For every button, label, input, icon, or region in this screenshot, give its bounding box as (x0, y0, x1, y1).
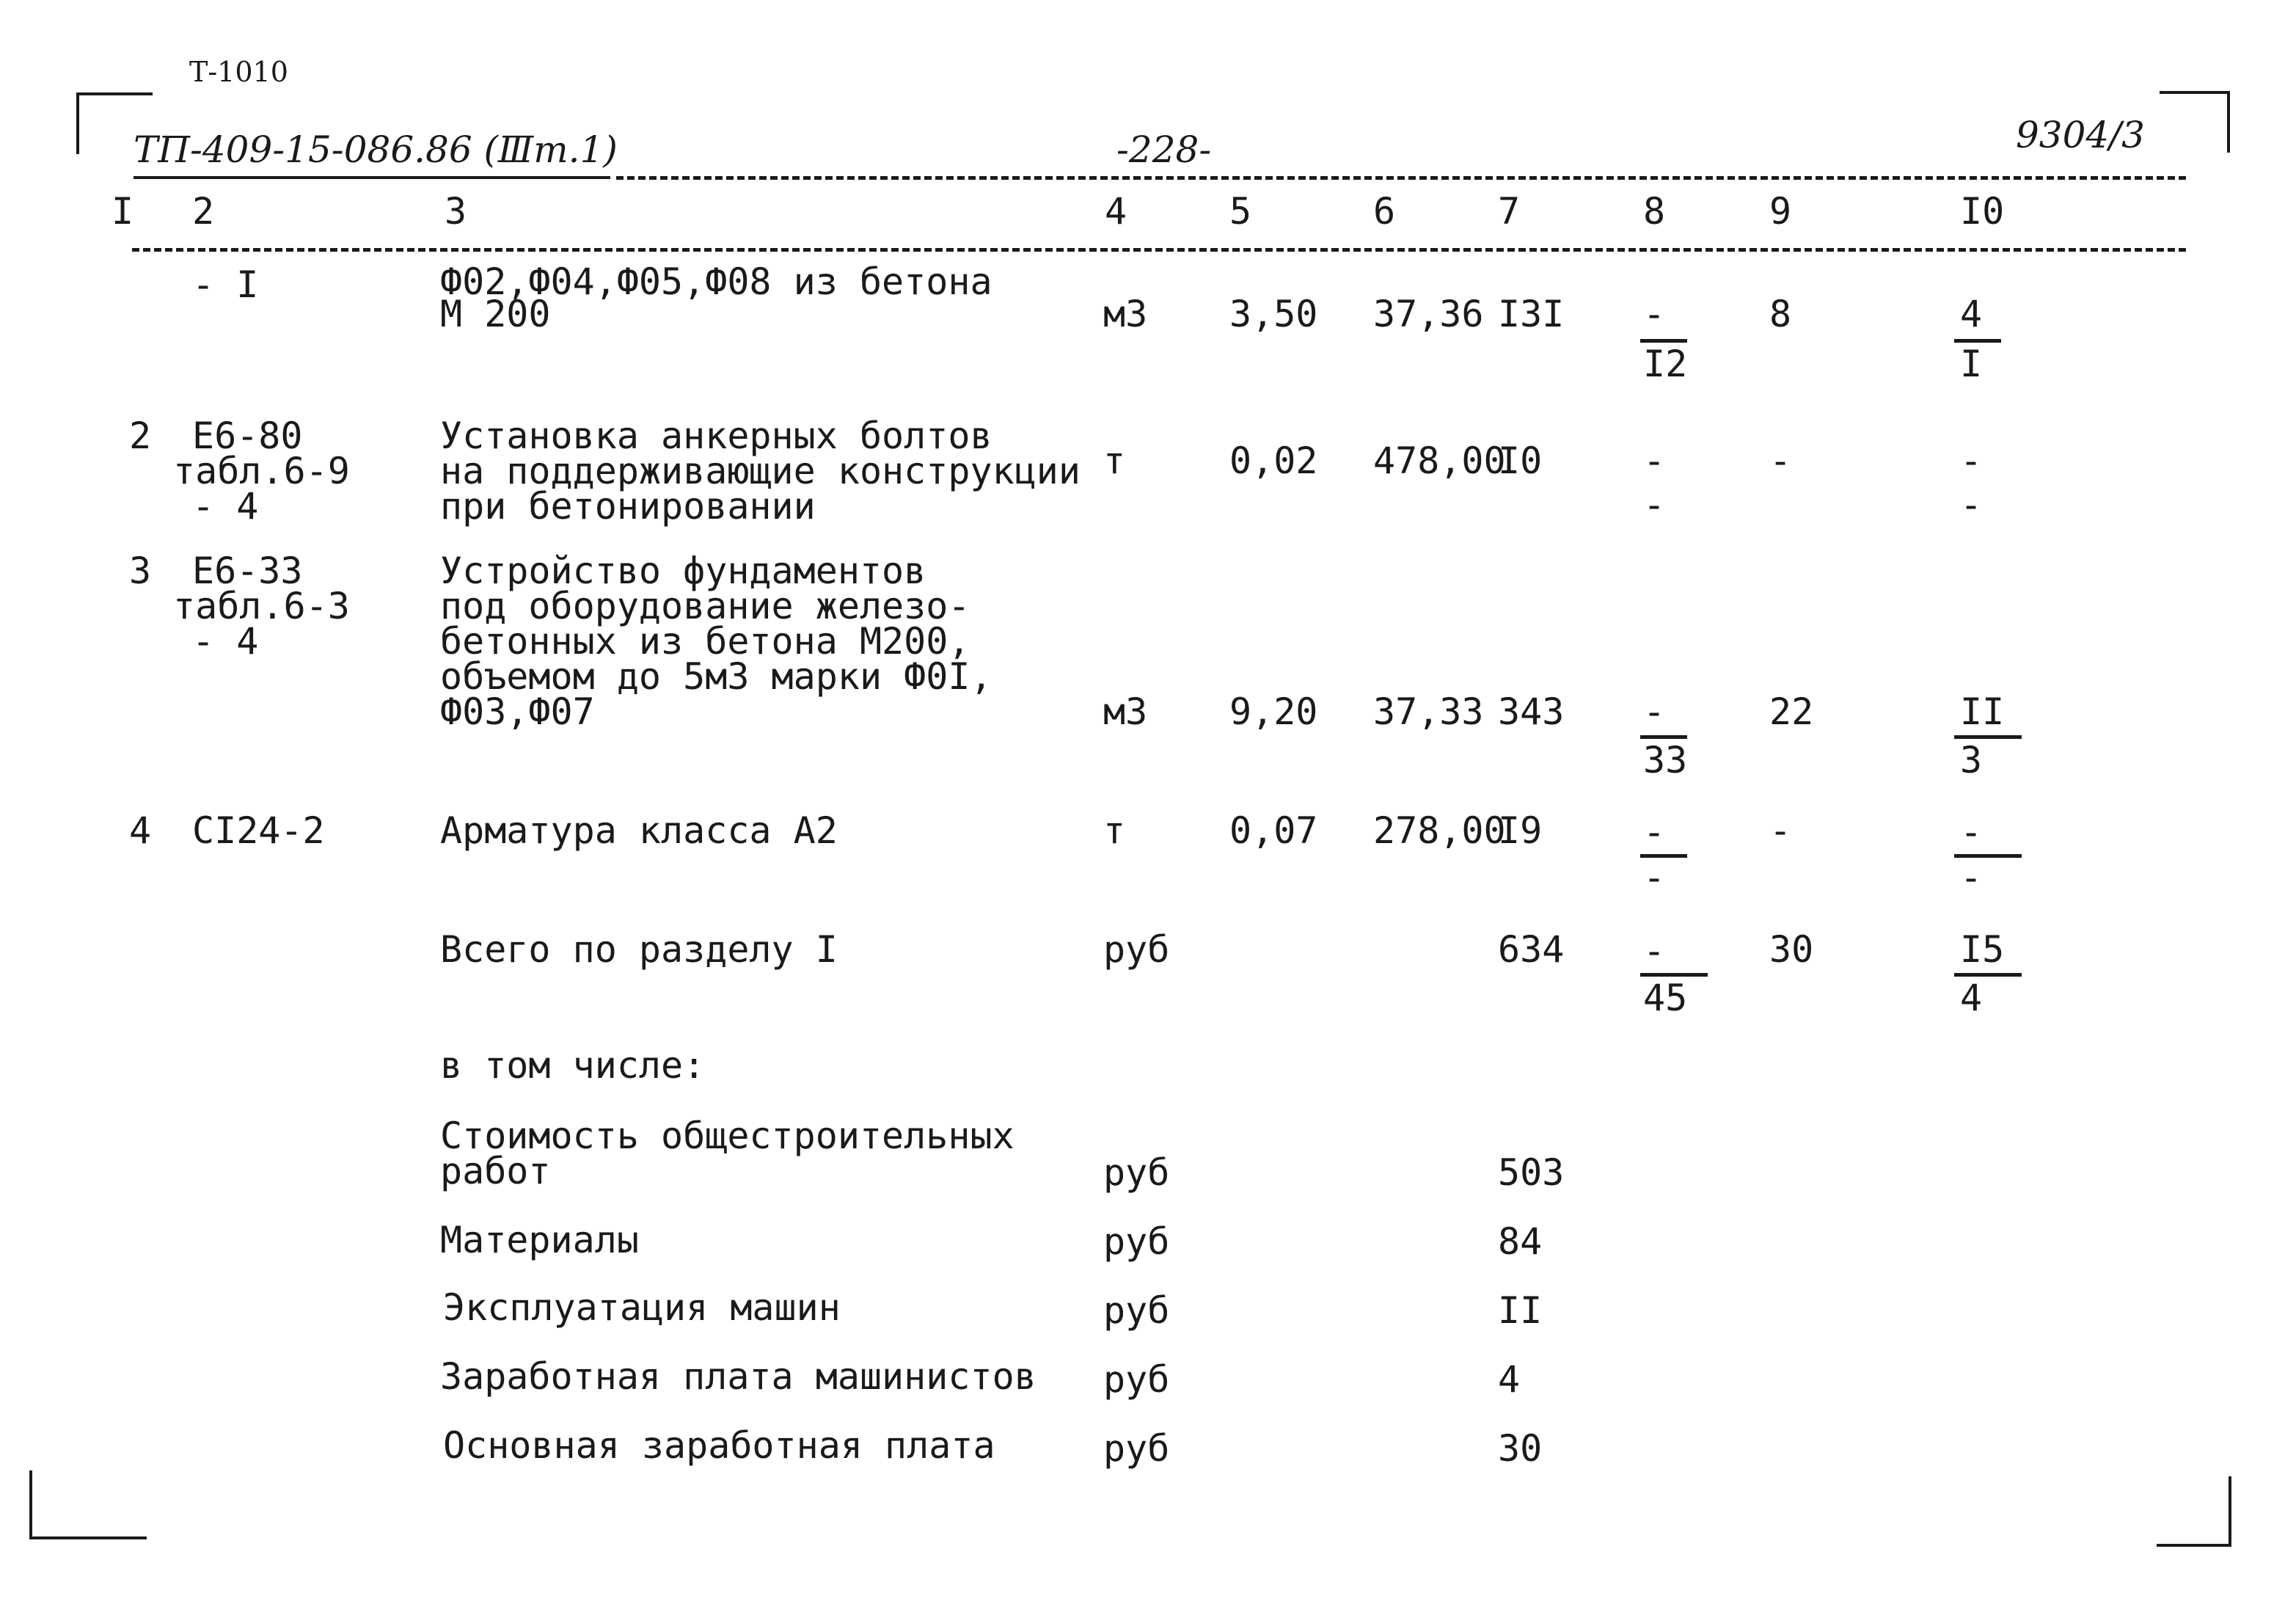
row3-col10-top: II (1960, 690, 2005, 733)
col-3-header: 3 (445, 190, 467, 233)
row3-desc-line5: Ф03,Ф07 (440, 690, 595, 733)
row1-qty: 3,50 (1229, 293, 1318, 335)
row1-unit: м3 (1103, 293, 1148, 335)
row4-col10-bottom: - (1960, 856, 1983, 899)
including-label: в том числе: (440, 1044, 706, 1087)
row2-price: 478,00 (1373, 440, 1506, 482)
row3-total: 343 (1498, 690, 1565, 733)
row4-code-line1: СI24-2 (192, 809, 325, 852)
total-col9: 30 (1769, 928, 1814, 971)
row1-code-line1: - I (192, 263, 259, 306)
header-dashed-rule-top (616, 176, 2186, 180)
row2-code-line1: Е6-80 (192, 415, 303, 457)
breakdown5-desc: Основная заработная плата (443, 1424, 995, 1467)
row3-col10-bottom: 3 (1960, 739, 1983, 781)
row3-col8-bottom: 33 (1643, 739, 1688, 781)
breakdown2-unit: руб (1103, 1220, 1170, 1263)
breakdown3-unit: руб (1103, 1289, 1170, 1332)
frame-corner-bottom-left (29, 1470, 147, 1539)
row2-num: 2 (129, 415, 152, 457)
col-8-header: 8 (1643, 190, 1666, 233)
row3-qty: 9,20 (1229, 690, 1318, 733)
breakdown3-value: II (1498, 1289, 1543, 1332)
doc-number: 9304/3 (2016, 114, 2145, 156)
total-col8-top: - (1643, 930, 1666, 972)
row3-desc-line2: под оборудование железо- (440, 585, 970, 627)
row3-unit: м3 (1103, 690, 1148, 733)
row3-code-line2: табл.6-3 (173, 585, 350, 627)
total-col8-bottom: 45 (1643, 977, 1688, 1019)
row2-desc-line2: на поддерживающие конструкции (440, 450, 1081, 492)
total-col10-top: I5 (1960, 928, 2005, 971)
breakdown4-value: 4 (1498, 1358, 1521, 1401)
row1-price: 37,36 (1373, 293, 1484, 335)
row4-col8-bottom: - (1643, 856, 1666, 899)
total-col10-bottom: 4 (1960, 977, 1983, 1019)
row2-desc-line1: Установка анкерных болтов (440, 415, 992, 457)
row2-col8-top: - (1643, 440, 1666, 482)
total-unit: руб (1103, 928, 1170, 971)
breakdown4-unit: руб (1103, 1358, 1170, 1401)
breakdown2-value: 84 (1498, 1220, 1543, 1263)
breakdown3-desc: Эксплуатация машин (443, 1286, 841, 1329)
row4-unit: т (1103, 809, 1126, 852)
row3-desc-line1: Устройство фундаментов (440, 550, 926, 592)
row4-col10-top: - (1960, 811, 1983, 853)
row3-price: 37,33 (1373, 690, 1484, 733)
col-5-header: 5 (1229, 190, 1252, 233)
col-10-header: I0 (1960, 190, 2005, 233)
row2-col10-bottom: - (1960, 484, 1983, 526)
row1-total: I3I (1498, 293, 1565, 335)
project-code-underline (134, 176, 610, 179)
total-desc: Всего по разделу I (440, 928, 838, 971)
row2-desc-line3: при бетонировании (440, 485, 816, 528)
breakdown1-unit: руб (1103, 1151, 1170, 1194)
page-number: -228- (1116, 128, 1212, 171)
row4-qty: 0,07 (1229, 809, 1318, 852)
row1-col8-top: - (1643, 293, 1666, 335)
row1-col10-top: 4 (1960, 293, 1983, 335)
row1-desc-line2: М 200 (440, 293, 551, 335)
header-dashed-rule-bottom (132, 248, 2186, 252)
breakdown1-desc-line2: работ (440, 1150, 551, 1192)
row4-total: I9 (1498, 809, 1543, 852)
row2-col10-top: - (1960, 440, 1983, 482)
breakdown5-value: 30 (1498, 1427, 1543, 1470)
frame-corner-top-right (2160, 91, 2230, 153)
row2-col9: - (1769, 440, 1792, 482)
total-sum: 634 (1498, 928, 1565, 971)
project-code: ТП-409-15-086.86 (Ⅲт.1) (134, 128, 618, 171)
row3-num: 3 (129, 550, 152, 592)
row2-code-line3: - 4 (192, 485, 259, 528)
row3-desc-line3: бетонных из бетона М200, (440, 620, 970, 663)
row4-desc-line1: Арматура класса А2 (440, 809, 838, 852)
row3-col9: 22 (1769, 690, 1814, 733)
col-1-header: I (111, 190, 134, 233)
breakdown2-desc: Материалы (440, 1219, 639, 1261)
col-2-header: 2 (192, 190, 215, 233)
row1-desc-line1: Ф02,Ф04,Ф05,Ф08 из бетона (440, 260, 992, 303)
row4-price: 278,00 (1373, 809, 1506, 852)
frame-corner-bottom-right (2157, 1476, 2231, 1547)
breakdown1-value: 503 (1498, 1151, 1565, 1194)
row3-code-line3: - 4 (192, 620, 259, 663)
row1-col10-bottom: I (1960, 343, 1983, 385)
col-6-header: 6 (1373, 190, 1396, 233)
row3-desc-line4: объемом до 5м3 марки Ф0І, (440, 655, 992, 698)
breakdown5-unit: руб (1103, 1427, 1170, 1470)
row3-code-line1: Е6-33 (192, 550, 303, 592)
col-9-header: 9 (1769, 190, 1792, 233)
row4-col8-top: - (1643, 811, 1666, 853)
row1-col9: 8 (1769, 293, 1792, 335)
row2-total: I0 (1498, 440, 1543, 482)
row3-col8-top: - (1643, 690, 1666, 733)
row1-col8-bottom: I2 (1643, 343, 1688, 385)
col-4-header: 4 (1105, 190, 1127, 233)
breakdown4-desc: Заработная плата машинистов (440, 1355, 1037, 1398)
col-7-header: 7 (1498, 190, 1521, 233)
row4-col9: - (1769, 809, 1792, 852)
row4-num: 4 (129, 809, 152, 852)
breakdown1-desc-line1: Стоимость общестроительных (440, 1115, 1014, 1157)
sheet-code: Т-1010 (189, 56, 288, 88)
row2-unit: т (1103, 440, 1126, 482)
row2-col8-bottom: - (1643, 484, 1666, 526)
row2-code-line2: табл.6-9 (173, 450, 350, 492)
row2-qty: 0,02 (1229, 440, 1318, 482)
